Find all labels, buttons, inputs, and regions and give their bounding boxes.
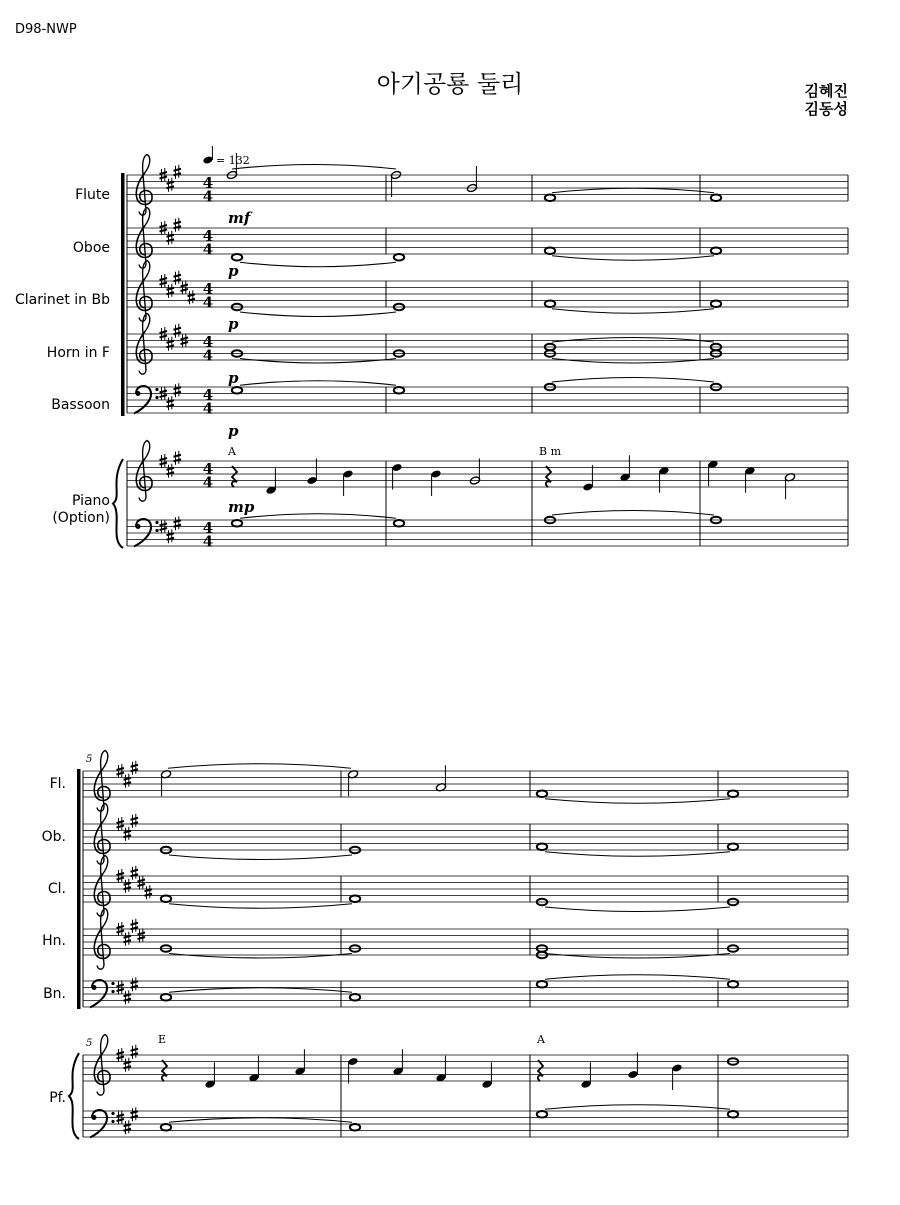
chord-symbol: A (228, 445, 236, 458)
note-piano-lh (394, 520, 404, 527)
note-piano-lh (350, 1124, 360, 1131)
instrument-label-oboe: Oboe (72, 240, 110, 256)
tie-oboe-4 (545, 852, 730, 857)
time-signature-denominator: 4 (202, 473, 214, 492)
tie-horn-2 (552, 359, 714, 364)
note-clarinet (161, 895, 171, 902)
sharp-accidental (174, 271, 182, 285)
treble-clef-icon (94, 856, 110, 917)
time-signature-numerator: 4 (202, 333, 214, 351)
staff-system2-0 (83, 771, 848, 797)
sharp-accidental (124, 1058, 132, 1072)
instrument-label-flute: Flute (75, 187, 110, 203)
sharp-accidental (131, 919, 139, 933)
note-bassoon (394, 387, 404, 394)
composer-name: 김혜진 (804, 82, 848, 100)
sharp-accidental (131, 761, 139, 775)
sharp-accidental (174, 451, 182, 465)
tie-bassoon-4 (545, 975, 730, 980)
sharp-accidental (167, 337, 175, 351)
piano-brace (113, 459, 123, 548)
sharp-accidental (124, 774, 132, 788)
tie-horn-3 (552, 338, 714, 343)
instrument-label-piano-short: Pf. (49, 1090, 66, 1106)
note-bassoon (728, 981, 738, 988)
staff-system1-4 (127, 387, 848, 413)
time-signature-denominator: 4 (202, 240, 214, 259)
note-oboe (711, 247, 721, 254)
quarter-rest-icon (546, 466, 551, 487)
note-oboe (537, 843, 547, 850)
chord-symbol: E (158, 1033, 167, 1046)
chord-symbol: B m (539, 445, 562, 458)
sharp-accidental (124, 990, 132, 1004)
sharp-accidental (124, 932, 132, 946)
note-piano-lh (161, 1124, 171, 1131)
staff-system1-1 (127, 228, 848, 254)
staff-piano-bass-1 (127, 520, 848, 546)
sharp-accidental (167, 284, 175, 298)
note-piano-lh (728, 1111, 738, 1118)
time-signature-numerator: 4 (202, 460, 214, 478)
note-bassoon (232, 387, 242, 394)
instrument-label-piano: Piano (71, 493, 110, 509)
tie-horn-4 (169, 954, 352, 959)
dynamic-marking: p (228, 262, 239, 280)
sharp-accidental (131, 1045, 139, 1059)
time-signature-denominator: 4 (202, 532, 214, 551)
sharp-accidental (167, 231, 175, 245)
note-oboe (545, 247, 555, 254)
tie-oboe-1 (240, 262, 396, 267)
tie-flute-2 (552, 188, 714, 193)
note-bassoon (537, 981, 547, 988)
instrument-label-horn-short: Hn. (42, 933, 66, 949)
treble-clef-icon (136, 208, 152, 269)
instrument-label-flute-short: Fl. (49, 776, 66, 792)
tie-oboe-3 (169, 855, 352, 860)
note-flute (711, 194, 721, 201)
tie-clarinet-2 (552, 309, 714, 314)
instrument-label-horn: Horn in F (46, 345, 110, 361)
sharp-accidental (167, 529, 175, 543)
tempo-mark: = 132 (216, 154, 250, 167)
instrument-label-oboe-short: Ob. (41, 829, 66, 845)
staff-system1-0 (127, 175, 848, 201)
treble-clef-icon (136, 155, 152, 216)
note-oboe (232, 254, 242, 261)
treble-clef-icon (94, 909, 110, 970)
sharp-accidental (124, 1120, 132, 1134)
instrument-label-piano-option: (Option) (52, 510, 110, 526)
staff-piano-bass-2 (83, 1111, 848, 1137)
note-flute (537, 790, 547, 797)
page-title: 아기공룡 둘리 (376, 70, 524, 98)
tie-piano-lh-3 (169, 1118, 352, 1123)
sharp-accidental (174, 218, 182, 232)
note-piano-lh (537, 1111, 547, 1118)
sharp-accidental (174, 324, 182, 338)
dynamic-marking: p (228, 369, 239, 387)
time-signature-denominator: 4 (202, 187, 214, 206)
dynamic-marking: p (228, 422, 239, 440)
piano-brace (69, 1053, 79, 1139)
arranger-name: 김동성 (804, 100, 848, 118)
dynamic-marking: p (228, 315, 239, 333)
time-signature-denominator: 4 (202, 346, 214, 365)
time-signature-denominator: 4 (202, 399, 214, 418)
tie-bassoon-1 (240, 381, 396, 386)
measure-number: 5 (86, 1038, 93, 1049)
quarter-rest-icon (162, 1060, 167, 1081)
sharp-accidental (131, 1107, 139, 1121)
time-signature-numerator: 4 (202, 386, 214, 404)
time-signature-numerator: 4 (202, 280, 214, 298)
sharp-accidental (131, 866, 139, 880)
instrument-label-clarinet: Clarinet in Bb (14, 292, 110, 308)
tie-bassoon-2 (552, 378, 714, 383)
tie-oboe-2 (552, 256, 714, 261)
wind-group-bracket (77, 769, 81, 1009)
sharp-accidental (167, 178, 175, 192)
sharp-accidental (145, 885, 153, 899)
tie-piano-lh-2 (552, 511, 714, 516)
time-signature-denominator: 4 (202, 293, 214, 312)
note-piano-lh (232, 520, 242, 527)
tie-piano-lh-1 (240, 514, 396, 519)
sharp-accidental (188, 290, 196, 304)
sharp-accidental (174, 165, 182, 179)
note-bassoon (350, 994, 360, 1001)
chord-symbol: A (537, 1033, 545, 1046)
sharp-accidental (124, 879, 132, 893)
treble-clef-icon (136, 261, 152, 322)
staff-system2-1 (83, 824, 848, 850)
wind-group-bracket (121, 173, 125, 416)
document-code: D98-NWP (15, 22, 77, 37)
treble-clef-icon (136, 441, 152, 502)
sharp-accidental (124, 827, 132, 841)
instrument-label-bassoon-short: Bn. (43, 986, 66, 1002)
quarter-rest-icon (232, 466, 237, 487)
instrument-label-bassoon: Bassoon (51, 397, 110, 413)
treble-clef-icon (94, 1035, 110, 1096)
measure-number: 5 (86, 754, 93, 765)
time-signature-numerator: 4 (202, 227, 214, 245)
time-signature-numerator: 4 (202, 174, 214, 192)
tie-clarinet-3 (169, 904, 352, 909)
tie-bassoon-3 (169, 988, 352, 993)
note-oboe (394, 254, 404, 261)
sharp-accidental (167, 464, 175, 478)
time-signature-numerator: 4 (202, 519, 214, 537)
sharp-accidental (167, 396, 175, 410)
note-flute (728, 790, 738, 797)
treble-clef-icon (94, 751, 110, 812)
tie-piano-lh-4 (545, 1105, 730, 1110)
dynamic-marking: mp (228, 498, 255, 516)
sharp-accidental (131, 814, 139, 828)
dynamic-marking: mf (228, 209, 251, 227)
note-oboe (728, 843, 738, 850)
tie-horn-5 (545, 954, 730, 959)
tie-clarinet-4 (545, 907, 730, 912)
note-clarinet (350, 895, 360, 902)
note-flute (545, 194, 555, 201)
sharp-accidental (174, 516, 182, 530)
tie-flute-1 (232, 165, 396, 170)
note-clarinet (545, 300, 555, 307)
instrument-label-clarinet-short: Cl. (47, 881, 66, 897)
tie-flute-3 (168, 764, 351, 769)
note-bassoon (161, 994, 171, 1001)
tie-flute-4 (545, 799, 730, 804)
tie-horn-1 (240, 359, 396, 364)
sharp-accidental (131, 977, 139, 991)
treble-clef-icon (94, 804, 110, 865)
treble-clef-icon (136, 314, 152, 375)
quarter-rest-icon (538, 1060, 543, 1081)
tie-clarinet-1 (240, 312, 396, 317)
staff-system2-4 (83, 981, 848, 1007)
sharp-accidental (174, 383, 182, 397)
note-clarinet (711, 300, 721, 307)
